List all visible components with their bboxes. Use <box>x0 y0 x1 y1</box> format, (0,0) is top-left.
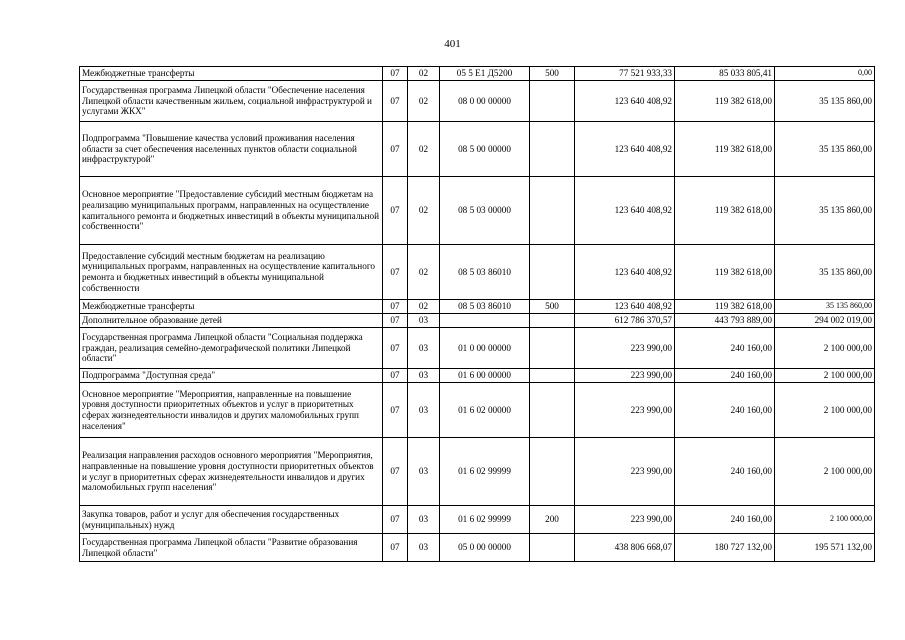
expense-type-cell <box>530 438 575 506</box>
target-code-cell: 08 5 03 86010 <box>440 300 530 314</box>
table-row <box>80 67 875 81</box>
row-name-cell: Основное мероприятие "Предоставление субсидий местным бюджетам на реализацию муниципальных программ, направленных на осуществление капитального ремонта и бюджетных инвестиций в объекты муниципальной собственности" <box>80 177 383 245</box>
target-code-cell: 08 5 00 00000 <box>440 122 530 177</box>
expense-type-cell <box>530 328 575 369</box>
amount-3-cell: 35 135 860,00 <box>775 245 875 300</box>
row-name-cell: Межбюджетные трансферты <box>80 67 383 81</box>
expense-type-cell: 500 <box>530 300 575 314</box>
expense-type-cell: 200 <box>530 506 575 534</box>
table-row <box>80 506 875 534</box>
section-code-cell: 07 <box>383 438 408 506</box>
section-code-cell: 07 <box>383 383 408 438</box>
row-name-cell: Закупка товаров, работ и услуг для обеспечения государственных (муниципальных) нужд <box>80 506 383 534</box>
amount-1-cell: 223 990,00 <box>575 383 675 438</box>
amount-3-cell: 2 100 000,00 <box>775 506 875 534</box>
expense-type-cell <box>530 81 575 122</box>
row-name-cell: Предоставление субсидий местным бюджетам на реализацию муниципальных программ, направленных на осуществление капитального ремонта и бюджетных инвестиций в объекты муниципальной собственности <box>80 245 383 300</box>
subsection-code-cell: 03 <box>408 534 440 562</box>
section-code-cell: 07 <box>383 534 408 562</box>
amount-1-cell: 223 990,00 <box>575 369 675 383</box>
amount-2-cell: 240 160,00 <box>675 506 775 534</box>
expense-type-cell <box>530 245 575 300</box>
amount-3-cell: 35 135 860,00 <box>775 122 875 177</box>
target-code-cell <box>440 314 530 328</box>
amount-1-cell: 123 640 408,92 <box>575 122 675 177</box>
row-name-cell: Дополнительное образование детей <box>80 314 383 328</box>
section-code-cell: 07 <box>383 245 408 300</box>
expense-type-cell <box>530 122 575 177</box>
section-code-cell: 07 <box>383 314 408 328</box>
section-code-cell: 07 <box>383 328 408 369</box>
target-code-cell: 01 6 02 00000 <box>440 383 530 438</box>
table-body <box>80 67 875 562</box>
amount-1-cell: 223 990,00 <box>575 438 675 506</box>
budget-table <box>79 66 875 562</box>
subsection-code-cell: 03 <box>408 438 440 506</box>
amount-1-cell: 612 786 370,57 <box>575 314 675 328</box>
subsection-code-cell: 02 <box>408 245 440 300</box>
section-code-cell: 07 <box>383 81 408 122</box>
subsection-code-cell: 03 <box>408 314 440 328</box>
amount-3-cell: 35 135 860,00 <box>775 300 875 314</box>
expense-type-cell: 500 <box>530 67 575 81</box>
section-code-cell: 07 <box>383 177 408 245</box>
row-name-cell: Государственная программа Липецкой области "Обеспечение населения Липецкой области качественным жильем, социальной инфраструктурой и услугами ЖКХ" <box>80 81 383 122</box>
table-row <box>80 369 875 383</box>
target-code-cell: 01 0 00 00000 <box>440 328 530 369</box>
subsection-code-cell: 02 <box>408 122 440 177</box>
table-row <box>80 383 875 438</box>
amount-1-cell: 123 640 408,92 <box>575 245 675 300</box>
table-row <box>80 122 875 177</box>
target-code-cell: 05 5 E1 Д5200 <box>440 67 530 81</box>
amount-3-cell: 294 002 019,00 <box>775 314 875 328</box>
subsection-code-cell: 02 <box>408 67 440 81</box>
amount-2-cell: 85 033 805,41 <box>675 67 775 81</box>
target-code-cell: 08 0 00 00000 <box>440 81 530 122</box>
target-code-cell: 01 6 00 00000 <box>440 369 530 383</box>
section-code-cell: 07 <box>383 300 408 314</box>
expense-type-cell <box>530 177 575 245</box>
row-name-cell: Подпрограмма "Доступная среда" <box>80 369 383 383</box>
amount-1-cell: 123 640 408,92 <box>575 300 675 314</box>
section-code-cell: 07 <box>383 506 408 534</box>
row-name-cell: Реализация направления расходов основного мероприятия "Мероприятия, направленные на повышение уровня доступности приоритетных объектов и услуг в приоритетных сферах жизнедеятельности инвалидов и других маломобильных групп населения" <box>80 438 383 506</box>
amount-3-cell: 195 571 132,00 <box>775 534 875 562</box>
table-row <box>80 177 875 245</box>
section-code-cell: 07 <box>383 67 408 81</box>
table-row <box>80 81 875 122</box>
amount-1-cell: 223 990,00 <box>575 506 675 534</box>
row-name-cell: Межбюджетные трансферты <box>80 300 383 314</box>
subsection-code-cell: 02 <box>408 300 440 314</box>
amount-3-cell: 35 135 860,00 <box>775 177 875 245</box>
row-name-cell: Государственная программа Липецкой области "Социальная поддержка граждан, реализация семейно-демографической политики Липецкой области" <box>80 328 383 369</box>
table-row <box>80 438 875 506</box>
expense-type-cell <box>530 383 575 438</box>
amount-2-cell: 119 382 618,00 <box>675 177 775 245</box>
target-code-cell: 08 5 03 00000 <box>440 177 530 245</box>
amount-2-cell: 240 160,00 <box>675 369 775 383</box>
section-code-cell: 07 <box>383 369 408 383</box>
table-row <box>80 300 875 314</box>
row-name-cell: Подпрограмма "Повышение качества условий проживания населения области за счет обеспечения населенных пунктов области социальной инфраструктурой" <box>80 122 383 177</box>
amount-3-cell: 2 100 000,00 <box>775 438 875 506</box>
expense-type-cell <box>530 534 575 562</box>
amount-3-cell: 2 100 000,00 <box>775 383 875 438</box>
subsection-code-cell: 02 <box>408 177 440 245</box>
target-code-cell: 01 6 02 99999 <box>440 506 530 534</box>
amount-2-cell: 119 382 618,00 <box>675 81 775 122</box>
amount-1-cell: 223 990,00 <box>575 328 675 369</box>
amount-2-cell: 180 727 132,00 <box>675 534 775 562</box>
section-code-cell: 07 <box>383 122 408 177</box>
amount-2-cell: 240 160,00 <box>675 328 775 369</box>
amount-1-cell: 123 640 408,92 <box>575 81 675 122</box>
row-name-cell: Основное мероприятие "Мероприятия, направленные на повышение уровня доступности приоритетных объектов и услуг в приоритетных сферах жизнедеятельности инвалидов и других маломобильных групп населения" <box>80 383 383 438</box>
amount-3-cell: 35 135 860,00 <box>775 81 875 122</box>
subsection-code-cell: 02 <box>408 81 440 122</box>
amount-1-cell: 77 521 933,33 <box>575 67 675 81</box>
amount-2-cell: 119 382 618,00 <box>675 122 775 177</box>
table-row <box>80 245 875 300</box>
subsection-code-cell: 03 <box>408 506 440 534</box>
amount-2-cell: 119 382 618,00 <box>675 245 775 300</box>
amount-2-cell: 443 793 889,00 <box>675 314 775 328</box>
amount-1-cell: 438 806 668,07 <box>575 534 675 562</box>
amount-2-cell: 240 160,00 <box>675 438 775 506</box>
amount-1-cell: 123 640 408,92 <box>575 177 675 245</box>
table-row <box>80 314 875 328</box>
table-row <box>80 534 875 562</box>
subsection-code-cell: 03 <box>408 328 440 369</box>
expense-type-cell <box>530 314 575 328</box>
amount-3-cell: 0,00 <box>775 67 875 81</box>
table-row <box>80 328 875 369</box>
target-code-cell: 01 6 02 99999 <box>440 438 530 506</box>
page-number: 401 <box>444 38 461 50</box>
expense-type-cell <box>530 369 575 383</box>
amount-2-cell: 240 160,00 <box>675 383 775 438</box>
subsection-code-cell: 03 <box>408 383 440 438</box>
amount-3-cell: 2 100 000,00 <box>775 369 875 383</box>
target-code-cell: 08 5 03 86010 <box>440 245 530 300</box>
row-name-cell: Государственная программа Липецкой области "Развитие образования Липецкой области" <box>80 534 383 562</box>
subsection-code-cell: 03 <box>408 369 440 383</box>
target-code-cell: 05 0 00 00000 <box>440 534 530 562</box>
amount-3-cell: 2 100 000,00 <box>775 328 875 369</box>
amount-2-cell: 119 382 618,00 <box>675 300 775 314</box>
